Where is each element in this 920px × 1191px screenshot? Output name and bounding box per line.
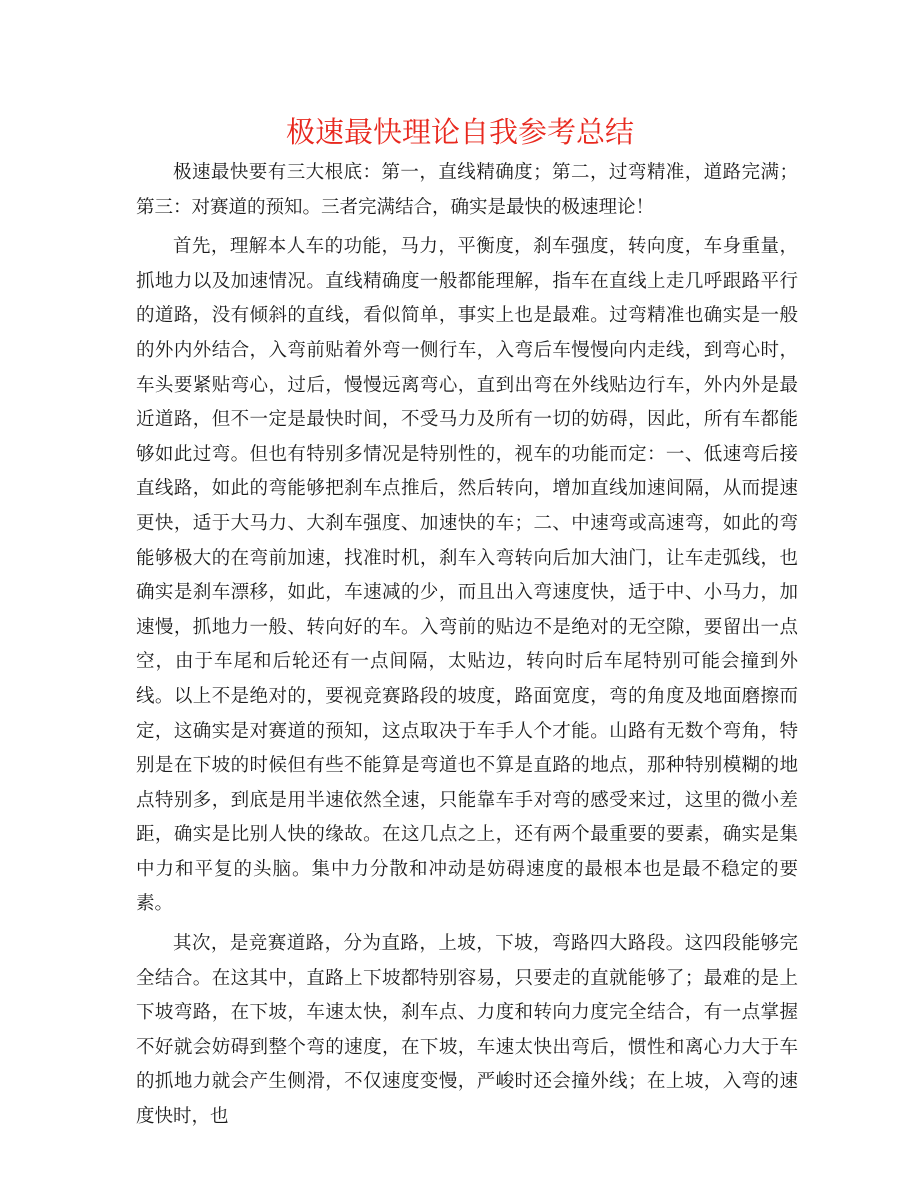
document-title: 极速最快理论自我参考总结 <box>285 115 634 149</box>
document-body <box>136 156 798 1140</box>
paragraph-1: 极速最快要有三大根底：第一，直线精确度；第二，过弯精准，道路完满；第三：对赛道的预知。三者完满结合，确实是最快的极速理论！ <box>136 162 798 218</box>
paragraph-2: 首先，理解本人车的功能，马力，平衡度，刹车强度，转向度，车身重量，抓地力以及加速情况。直线精确度一般都能理解，指车在直线上走几呼跟路平行的道路，没有倾斜的直线，看似简单，事实上也是最难。过弯精准也确实是一般的外内外结合，入弯前贴着外弯一侧行车，入弯后车慢慢向内走线，到弯心时，车头要紧贴弯心，过后，慢慢远离弯心，直到出弯在外线贴边行车，外内外是最近道路，但不一定是最快时间，不受马力及所有一切的妨碍，因此，所有车都能够如此过弯。但也有特别多情况是特别性的，视车的功能而定：一、低速弯后接直线路，如此的弯能够把刹车点推后，然后转向，增加直线加速间隔，从而提速更快，适于大马力、大刹车强度、加速快的车；二、中速弯或高速弯，如此的弯能够极大的在弯前加速，找准时机，刹车入弯转向后加大油门，让车走弧线，也确实是刹车漂移，如此，车速减的少，而且出入弯速度快，适于中、小马力，加速慢，抓地力一般、转向好的车。入弯前的贴边不是绝对的无空隙，要留出一点空，由于车尾和后轮还有一点间隔，太贴边，转向时后车尾特别可能会撞到外线。以上不是绝对的，要视竞赛路段的坡度，路面宽度，弯的角度及地面磨擦而定，这确实是对赛道的预知，这点取决于车手人个才能。山路有无数个弯角，特别是在下坡的时候但有些不能算是弯道也不算是直路的地点，那种特别模糊的地点特别多，到底是用半速依然全速，只能靠车手对弯的感受来过，这里的微小差距，确实是比别人快的缘故。在这几点之上，还有两个最重要的要素，确实是集中力和平复的头脑。集中力分散和冲动是妨碍速度的最根本也是最不稳定的要素。 <box>136 236 798 915</box>
paragraph-3: 其次，是竞赛道路，分为直路，上坡，下坡，弯路四大路段。这四段能够完全结合。在这其中，直路上下坡都特别容易，只要走的直就能够了；最难的是上下坡弯路，在下坡，车速太快，刹车点、力度和转向力度完全结合，有一点掌握不好就会妨碍到整个弯的速度，在下坡，车速太快出弯后，惯性和离心力大于车的抓地力就会产生侧滑，不仅速度变慢，严峻时还会撞外线；在上坡，入弯的速度快时，也 <box>136 933 798 1128</box>
